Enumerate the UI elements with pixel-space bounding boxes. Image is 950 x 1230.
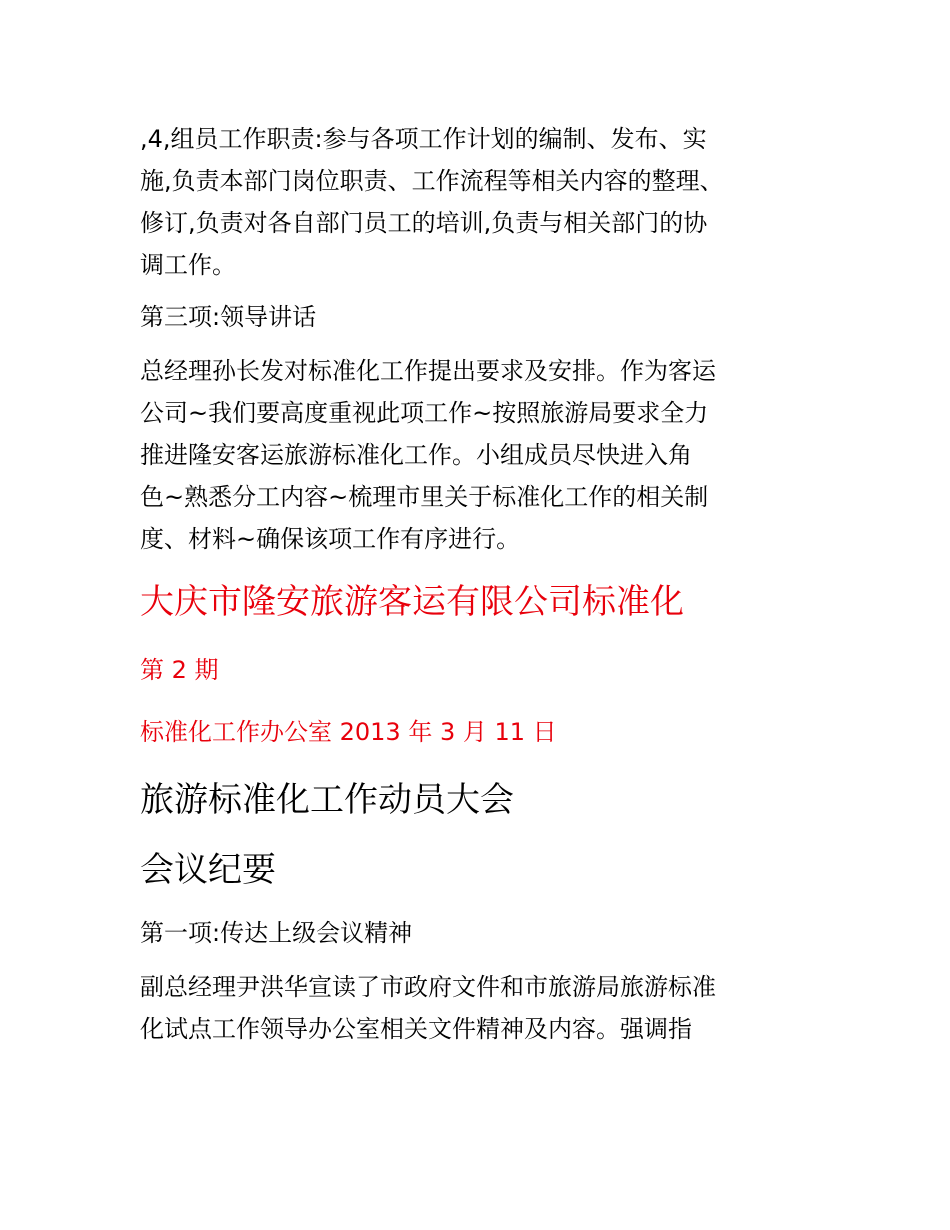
text-line: 修订,负责对各自部门员工的培训,负责与相关部门的协 <box>140 209 708 237</box>
document-page <box>140 118 820 1050</box>
text-line: 调工作。 <box>140 251 236 279</box>
text-line: ,4,组员工作职责:参与各项工作计划的编制、发布、实 <box>140 125 707 153</box>
text-line: 度、材料~确保该项工作有序进行。 <box>140 525 521 553</box>
text-line: 施,负责本部门岗位职责、工作流程等相关内容的整理、 <box>140 167 724 195</box>
text-line: 推进隆安客运旅游标准化工作。小组成员尽快进入角 <box>140 441 692 469</box>
bulletin-title: 大庆市隆安旅游客运有限公司标准化 <box>140 582 684 622</box>
text-line: 公司~我们要高度重视此项工作~按照旅游局要求全力 <box>140 399 709 427</box>
issue-number: 第 2 期 <box>140 656 219 684</box>
item3-heading: 第三项:领导讲话 <box>140 303 317 331</box>
text-line: 化试点工作领导办公室相关文件精神及内容。强调指 <box>140 1015 692 1043</box>
office-date: 标准化工作办公室 2013 年 3 月 11 日 <box>140 718 557 746</box>
minutes-title-line2: 会议纪要 <box>140 850 276 890</box>
text-line: 副总经理尹洪华宣读了市政府文件和市旅游局旅游标准 <box>140 973 716 1001</box>
text-line: 总经理孙长发对标准化工作提出要求及安排。作为客运 <box>140 357 716 385</box>
paragraph-item4 <box>140 118 820 286</box>
minutes-title-line1: 旅游标准化工作动员大会 <box>140 780 514 820</box>
text-line: 色~熟悉分工内容~梳理市里关于标准化工作的相关制 <box>140 483 709 511</box>
paragraph-item3 <box>140 350 820 560</box>
item1-heading: 第一项:传达上级会议精神 <box>140 919 413 947</box>
paragraph-item1 <box>140 966 820 1050</box>
